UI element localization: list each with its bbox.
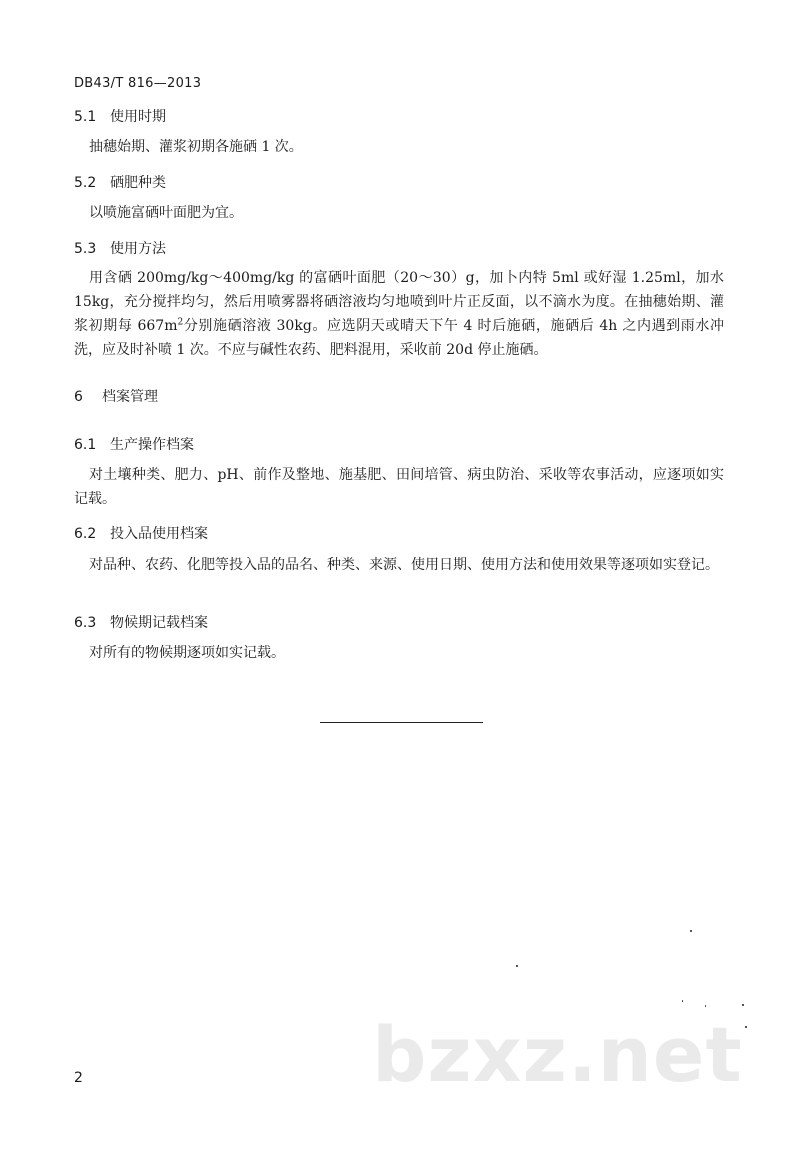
scan-speck (742, 1004, 744, 1006)
body-text: 分别施硒溶液 30kg。应选阴天或晴天下午 4 时后施硒，施硒后 4h 之内遇到雨水冲洗，应及时补喷 1 次。不应与碱性农药、肥料混用，采收前 20d 停止施硒。 (74, 318, 724, 358)
section-heading-5-3 (74, 238, 166, 258)
section-heading-6 (74, 386, 158, 406)
section-body-5-3 (74, 266, 724, 362)
section-body-6-1: 对土壤种类、肥力、pH、前作及整地、施基肥、田间培管、病虫防治、采收等农事活动，应逐项如实记载。 (74, 467, 724, 507)
section-heading-6-2 (74, 523, 208, 543)
superscript: 2 (177, 317, 184, 328)
scan-speck (682, 1000, 683, 1002)
section-number: 6 (74, 389, 83, 405)
section-title: 投入品使用档案 (110, 526, 208, 542)
section-heading-6-1 (74, 434, 194, 454)
section-number: 5.3 (74, 241, 97, 257)
scan-speck (745, 1026, 747, 1028)
body-text: 用含硒 200mg/kg～400mg/kg 的富硒叶面肥（20～30）g，加卜内特 5ml 或好湿 1.25ml，加水 15kg，充分搅拌均匀，然后用喷雾器将硒溶液均匀地喷到叶片正反面，以不滴水为度。在抽穗始期、灌浆初期每 667m (74, 270, 724, 334)
section-title: 使用方法 (110, 241, 166, 257)
section-title: 硒肥种类 (110, 175, 166, 191)
section-number: 5.2 (74, 175, 97, 191)
section-number: 5.1 (74, 109, 97, 125)
section-title: 档案管理 (102, 389, 158, 405)
section-number: 6.2 (74, 526, 97, 542)
section-body-5-2: 以喷施富硒叶面肥为宜。 (89, 205, 243, 221)
standard-code: DB43/T 816—2013 (74, 76, 202, 91)
section-number: 6.3 (74, 615, 97, 631)
section-body-5-1: 抽穗始期、灌浆初期各施硒 1 次。 (89, 139, 303, 155)
section-heading-5-2 (74, 172, 166, 192)
end-rule (320, 722, 483, 723)
section-heading-5-1 (74, 106, 166, 126)
section-heading-6-3 (74, 612, 208, 632)
scan-speck (705, 1005, 706, 1007)
scan-speck (516, 965, 518, 967)
section-number: 6.1 (74, 437, 97, 453)
watermark: bzxz.net (372, 1010, 743, 1099)
section-body-6-2: 对品种、农药、化肥等投入品的品名、种类、来源、使用日期、使用方法和使用效果等逐项如实登记。 (89, 557, 719, 573)
section-title: 生产操作档案 (110, 437, 194, 453)
section-body-6-3: 对所有的物候期逐项如实记载。 (89, 645, 285, 661)
section-title: 物候期记载档案 (110, 615, 208, 631)
section-title: 使用时期 (110, 109, 166, 125)
page-number: 2 (74, 1070, 83, 1086)
scan-speck (690, 930, 692, 932)
